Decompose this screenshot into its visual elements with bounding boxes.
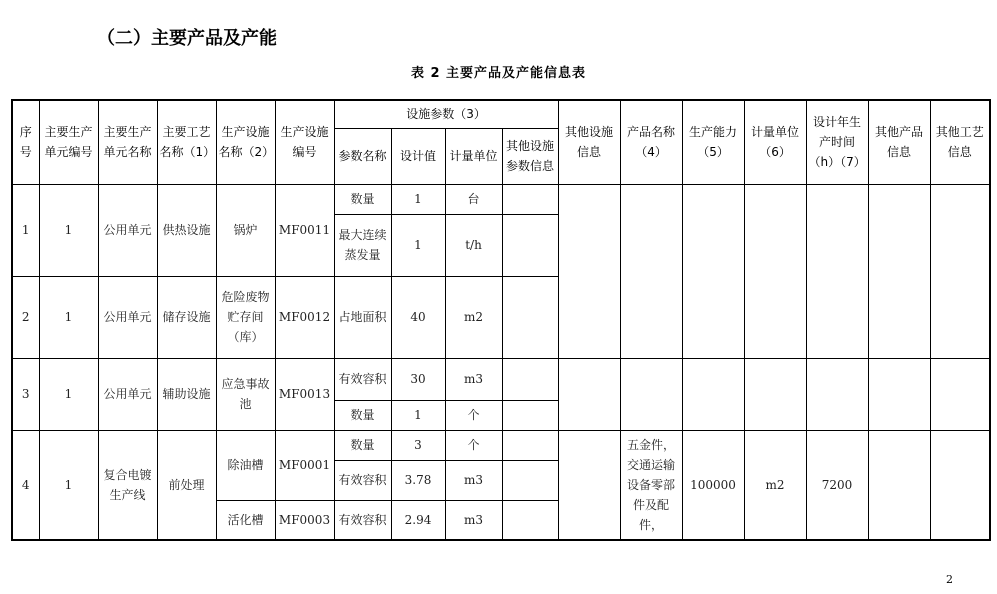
cell-unit-no: 1: [39, 358, 98, 430]
cell-facility-name: 危险废物贮存间（库）: [216, 276, 275, 358]
cell-other-product-info: [868, 184, 930, 358]
cell-other-product-info: [868, 358, 930, 430]
header-capacity-unit: 计量单位（6）: [744, 100, 806, 184]
cell-other-param-info: [502, 358, 558, 400]
cell-process-name: 前处理: [157, 430, 216, 540]
header-process-name: 主要工艺名称（1）: [157, 100, 216, 184]
table-row: [12, 358, 990, 400]
cell-unit-name: 复合电镀生产线: [98, 430, 157, 540]
cell-facility-name: 活化槽: [216, 500, 275, 540]
cell-facility-no: MF0011: [275, 184, 334, 276]
section-title: （二）主要产品及产能: [97, 28, 277, 49]
cell-design-value: 1: [391, 400, 445, 430]
cell-measure-unit: m3: [445, 358, 502, 400]
header-param-name: 参数名称: [334, 128, 391, 184]
cell-facility-name: 应急事故池: [216, 358, 275, 430]
header-product-name: 产品名称（4）: [620, 100, 682, 184]
cell-facility-no: MF0013: [275, 358, 334, 430]
cell-other-facility-info: [558, 184, 620, 358]
header-other-process-info: 其他工艺信息: [930, 100, 990, 184]
cell-facility-no: MF0012: [275, 276, 334, 358]
cell-param-name: 数量: [334, 184, 391, 214]
cell-other-param-info: [502, 276, 558, 358]
cell-measure-unit: m3: [445, 460, 502, 500]
cell-param-name: 数量: [334, 430, 391, 460]
cell-capacity-unit: [744, 358, 806, 430]
header-other-facility-info: 其他设施信息: [558, 100, 620, 184]
cell-param-name: 有效容积: [334, 358, 391, 400]
cell-seq: 1: [12, 184, 39, 276]
cell-other-process-info: [930, 430, 990, 540]
table-row: [12, 184, 990, 214]
cell-process-name: 辅助设施: [157, 358, 216, 430]
cell-other-param-info: [502, 400, 558, 430]
cell-measure-unit: 台: [445, 184, 502, 214]
cell-process-name: 供热设施: [157, 184, 216, 276]
cell-product-name: 五金件，交通运输设备零部件及配件，: [620, 430, 682, 540]
cell-design-hours: [806, 184, 868, 358]
products-capacity-table: [11, 99, 991, 541]
cell-design-value: 2.94: [391, 500, 445, 540]
cell-other-param-info: [502, 500, 558, 540]
cell-unit-name: 公用单元: [98, 358, 157, 430]
cell-unit-name: 公用单元: [98, 184, 157, 276]
cell-unit-no: 1: [39, 184, 98, 276]
header-unit-no: 主要生产单元编号: [39, 100, 98, 184]
cell-design-hours: [806, 358, 868, 430]
cell-other-facility-info: [558, 430, 620, 540]
cell-measure-unit: m3: [445, 500, 502, 540]
cell-seq: 2: [12, 276, 39, 358]
cell-design-value: 3: [391, 430, 445, 460]
cell-facility-no: MF0001: [275, 430, 334, 500]
cell-design-value: 1: [391, 184, 445, 214]
header-capacity: 生产能力（5）: [682, 100, 744, 184]
cell-design-value: 3.78: [391, 460, 445, 500]
header-params-group: 设施参数（3）: [334, 100, 558, 128]
cell-capacity: 100000: [682, 430, 744, 540]
cell-capacity-unit: m2: [744, 430, 806, 540]
cell-design-value: 30: [391, 358, 445, 400]
header-unit-name: 主要生产单元名称: [98, 100, 157, 184]
cell-other-param-info: [502, 430, 558, 460]
cell-capacity-unit: [744, 184, 806, 358]
header-design-value: 设计值: [391, 128, 445, 184]
header-seq: 序号: [12, 100, 39, 184]
cell-other-param-info: [502, 184, 558, 214]
header-design-hours: 设计年生产时间（h）（7）: [806, 100, 868, 184]
cell-param-name: 占地面积: [334, 276, 391, 358]
cell-param-name: 有效容积: [334, 500, 391, 540]
cell-measure-unit: 个: [445, 400, 502, 430]
cell-product-name: [620, 358, 682, 430]
cell-other-product-info: [868, 430, 930, 540]
cell-capacity: [682, 184, 744, 358]
cell-other-facility-info: [558, 358, 620, 430]
cell-facility-name: 除油槽: [216, 430, 275, 500]
header-facility-name: 生产设施名称（2）: [216, 100, 275, 184]
cell-product-name: [620, 184, 682, 358]
cell-facility-no: MF0003: [275, 500, 334, 540]
header-facility-no: 生产设施编号: [275, 100, 334, 184]
cell-unit-no: 1: [39, 276, 98, 358]
page-number: 2: [946, 573, 953, 586]
cell-param-name: 有效容积: [334, 460, 391, 500]
header-other-product-info: 其他产品信息: [868, 100, 930, 184]
table-row: [12, 430, 990, 460]
cell-design-value: 1: [391, 214, 445, 276]
header-measure-unit: 计量单位: [445, 128, 502, 184]
table-caption: 表 2 主要产品及产能信息表: [410, 66, 587, 81]
cell-other-param-info: [502, 214, 558, 276]
cell-other-process-info: [930, 184, 990, 358]
cell-seq: 4: [12, 430, 39, 540]
cell-measure-unit: t/h: [445, 214, 502, 276]
cell-unit-no: 1: [39, 430, 98, 540]
cell-seq: 3: [12, 358, 39, 430]
cell-param-name: 最大连续蒸发量: [334, 214, 391, 276]
header-other-param-info: 其他设施参数信息: [502, 128, 558, 184]
cell-facility-name: 锅炉: [216, 184, 275, 276]
cell-measure-unit: 个: [445, 430, 502, 460]
cell-other-param-info: [502, 460, 558, 500]
cell-unit-name: 公用单元: [98, 276, 157, 358]
cell-measure-unit: m2: [445, 276, 502, 358]
cell-process-name: 储存设施: [157, 276, 216, 358]
cell-other-process-info: [930, 358, 990, 430]
cell-design-value: 40: [391, 276, 445, 358]
cell-param-name: 数量: [334, 400, 391, 430]
cell-capacity: [682, 358, 744, 430]
cell-design-hours: 7200: [806, 430, 868, 540]
